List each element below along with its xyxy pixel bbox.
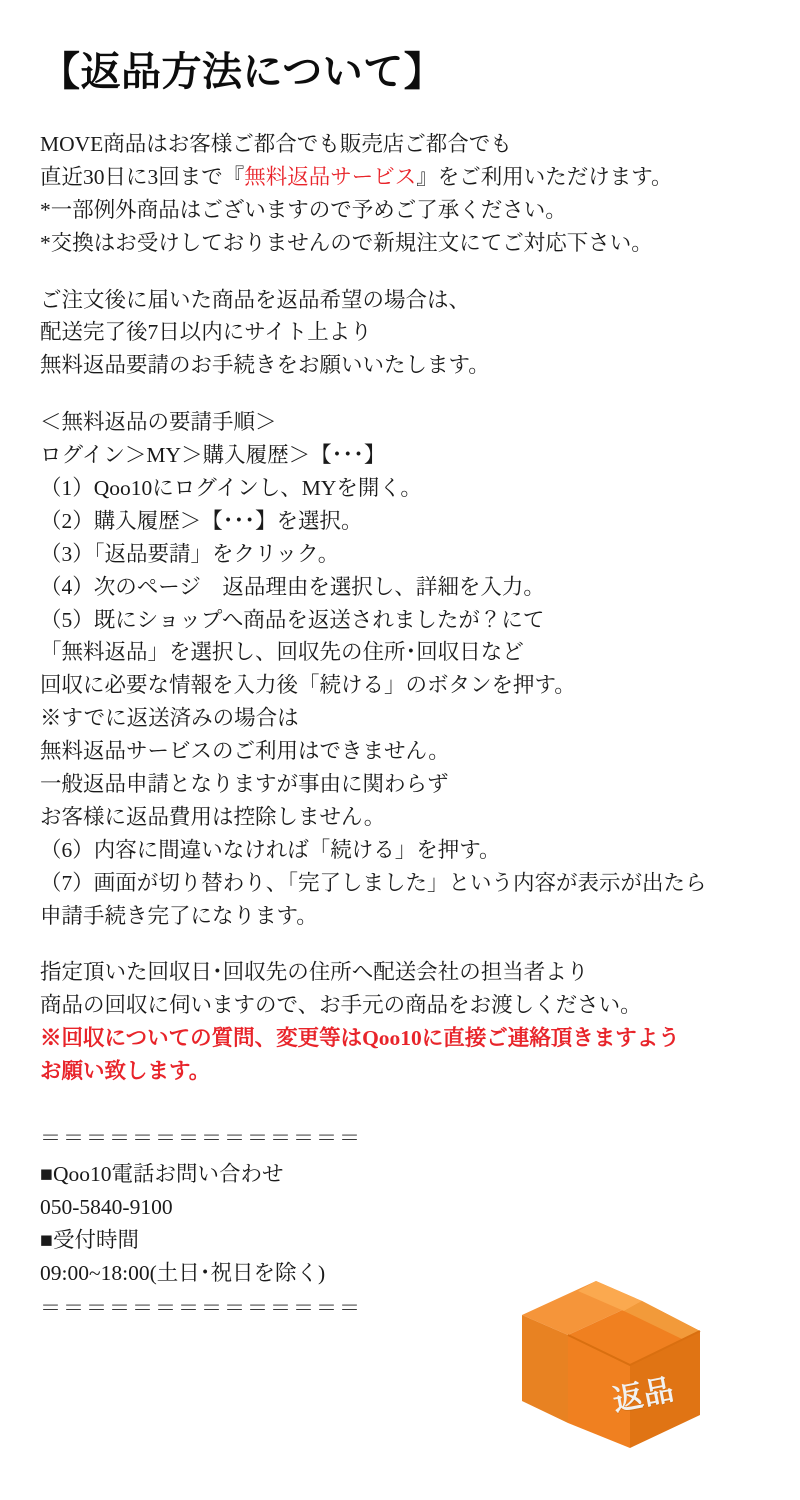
request-notice-line-2: 配送完了後7日以内にサイト上より (40, 320, 372, 345)
procedure-step-3: （3）「返品要請」をクリック。 (40, 541, 340, 566)
procedure-note-2: 無料返品サービスのご利用はできません。 (40, 739, 450, 764)
contact-hours-heading: ■受付時間 (40, 1227, 139, 1252)
procedure-step-2: （2）購入履歴＞【･･･】を選択。 (40, 508, 363, 533)
contact-divider-top: ＝＝＝＝＝＝＝＝＝＝＝＝＝＝ (40, 1126, 362, 1151)
pickup-warning-line-2: お願い致します。 (40, 1059, 211, 1084)
intro-line-2-suffix: 』をご利用いただけます。 (416, 164, 673, 189)
procedure-step-4: （4）次のページ 返品理由を選択し、詳細を入力。 (40, 574, 545, 599)
intro-line-4: *交換はお受けしておりませんので新規注文にてご対応下さい。 (40, 230, 653, 255)
procedure-heading: ＜無料返品の要請手順＞ (40, 410, 277, 435)
procedure-path: ログイン＞MY＞購入履歴＞【･･･】 (40, 443, 386, 468)
return-box-label: 返品 (610, 1373, 678, 1418)
procedure-section (40, 406, 764, 932)
procedure-note-1: ※すでに返送済みの場合は (40, 706, 299, 731)
procedure-step-5-cont-2: 回収に必要な情報を入力後「続ける」のボタンを押す。 (40, 673, 576, 698)
intro-line-2-prefix: 直近30日に3回まで『 (40, 164, 245, 189)
intro-paragraph (40, 128, 764, 260)
intro-line-1: MOVE商品はお客様ご都合でも販売店ご都合でも (40, 132, 512, 156)
request-notice-line-1: ご注文後に届いた商品を返品希望の場合は、 (40, 287, 471, 312)
procedure-step-7-cont: 申請手続き完了になります。 (40, 903, 318, 928)
procedure-step-7: （7）画面が切り替わり、「完了しました」という内容が表示が出たら (40, 870, 707, 895)
return-box-icon (504, 1273, 714, 1448)
procedure-note-3: 一般返品申請となりますが事由に関わらず (40, 772, 449, 797)
request-notice-paragraph (40, 284, 764, 383)
contact-phone-number[interactable]: 050-5840-9100 (40, 1195, 173, 1220)
procedure-step-1: （1）Qoo10にログインし、MYを開く。 (40, 476, 422, 501)
contact-divider-bottom: ＝＝＝＝＝＝＝＝＝＝＝＝＝＝ (40, 1295, 362, 1320)
pickup-line-2: 商品の回収に伺いますので、お手元の商品をお渡しください。 (40, 993, 642, 1018)
intro-line-3: *一部例外商品はございますので予めご了承ください。 (40, 197, 567, 222)
intro-line-2 (40, 161, 764, 194)
procedure-step-5-cont-1: 「無料返品」を選択し、回収先の住所･回収日など (40, 640, 524, 665)
procedure-step-6: （6）内容に間違いなければ「続ける」を押す。 (40, 837, 501, 862)
contact-hours-value: 09:00~18:00(土日･祝日を除く) (40, 1260, 326, 1285)
request-notice-line-3: 無料返品要請のお手続きをお願いいたします。 (40, 353, 490, 378)
pickup-warning-line-1: ※回収についての質問、変更等はQoo10に直接ご連絡頂きますよう (40, 1026, 680, 1051)
procedure-step-5: （5）既にショップへ商品を返送されましたが？にて (40, 607, 545, 632)
free-return-service-highlight: 無料返品サービス (244, 164, 417, 189)
procedure-note-4: お客様に返品費用は控除しません。 (40, 804, 386, 829)
page-title: 【返品方法について】 (40, 49, 445, 94)
pickup-line-1: 指定頂いた回収日･回収先の住所へ配送会社の担当者より (40, 960, 589, 985)
pickup-section (40, 956, 764, 1088)
contact-phone-heading: ■Qoo10電話お問い合わせ (40, 1162, 284, 1187)
